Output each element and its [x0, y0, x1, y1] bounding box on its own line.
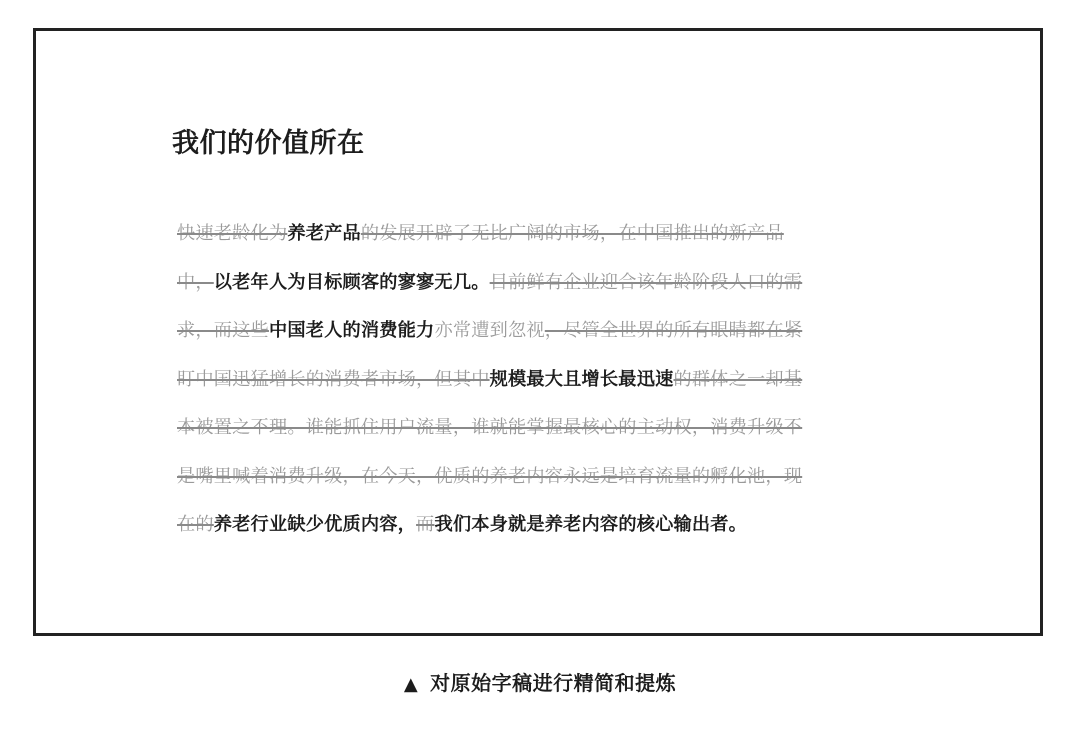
- kept-text: 养老产品: [287, 223, 361, 244]
- paragraph-line: [177, 307, 893, 356]
- kept-text: 养老行业缺少优质内容，: [213, 514, 417, 535]
- plain-text: 亦常遭到忽视: [434, 320, 545, 341]
- kept-text: 以老年人为目标顾客的寥寥无几。: [213, 271, 490, 293]
- struck-text: 中，: [177, 271, 214, 293]
- paragraph-line: [177, 259, 893, 308]
- struck-text: 在的: [177, 514, 214, 535]
- paragraph-line: [177, 210, 893, 259]
- paragraph-line: [177, 453, 893, 502]
- struck-text: 而: [416, 514, 435, 535]
- edited-paragraph: [177, 210, 893, 550]
- struck-text: 是嘴里喊着消费升级，在今天，优质的养老内容永远是培育流量的孵化池，现: [177, 465, 803, 487]
- figure-caption: [0, 668, 1080, 700]
- paragraph-line: [177, 501, 893, 550]
- kept-text: 中国老人的消费能力: [268, 320, 435, 341]
- caption-text: 对原始字稿进行精简和提炼: [430, 671, 677, 695]
- section-title: 我们的价值所在: [172, 128, 365, 159]
- kept-text: 规模最大且增长最迅速: [489, 368, 674, 390]
- struck-text: 盯中国迅猛增长的消费者市场，但其中: [177, 368, 490, 390]
- struck-text: 快速老龄化为: [177, 223, 288, 244]
- struck-text: ，尽管全世界的所有眼睛都在紧: [544, 320, 803, 341]
- struck-text: 目前鲜有企业迎合该年龄阶段人口的需: [489, 271, 803, 293]
- struck-text: 的群体之一却基: [673, 368, 803, 390]
- struck-text: 求，而这些: [177, 320, 269, 341]
- paragraph-line: [177, 404, 893, 453]
- struck-text: 的发展开辟了无比广阔的市场，在中国推出的新产品: [360, 223, 784, 244]
- triangle-up-icon: ▲: [403, 674, 419, 695]
- kept-text: 我们本身就是养老内容的核心输出者。: [434, 514, 748, 535]
- paragraph-line: [177, 356, 893, 405]
- struck-text: 本被置之不理。谁能抓住用户流量，谁就能掌握最核心的主动权，消费升级不: [177, 417, 803, 438]
